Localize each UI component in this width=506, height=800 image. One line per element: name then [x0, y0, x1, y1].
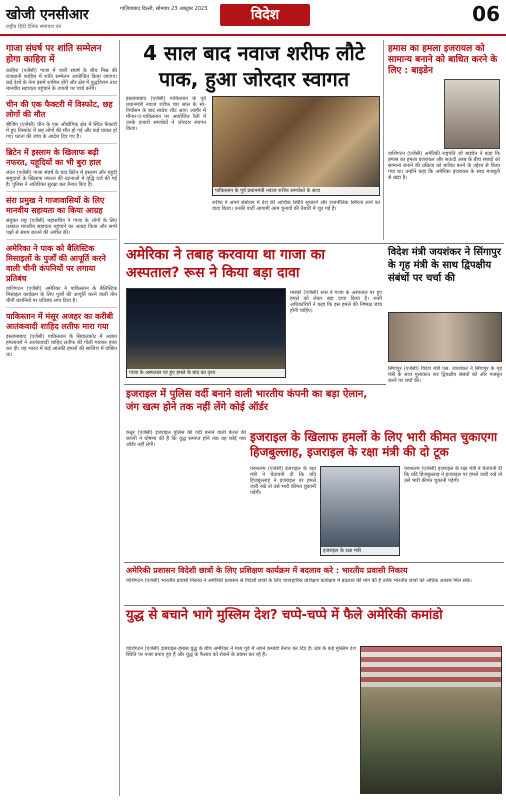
divider — [6, 95, 117, 96]
meeting-photo — [213, 97, 379, 195]
hezbollah-body-b: यरुशलम (एजेंसी) इजराइल के रक्षा मंत्री ने चेतावनी दी कि यदि हिजबुल्लाह ने इजराइल पर हमले जारी रखे तो उसे भारी कीमत चुकानी पड़ेगी। — [404, 466, 502, 484]
portrait-photo — [321, 467, 399, 555]
jaishankar-photo — [388, 312, 502, 362]
left-column — [4, 40, 120, 796]
divider — [6, 307, 117, 308]
hezbollah-headline[interactable]: इजराइल के खिलाफ हमलों के लिए भारी कीमत चुकाएगा हिजबुल्लाह, इजराइल के रक्षा मंत्री की दो टूक — [250, 430, 498, 459]
gaza-headline[interactable]: अमेरिका ने तबाह करवाया था गाजा का अस्पताल? रूस ने किया बड़ा दावा — [126, 247, 325, 281]
left-article-6 — [4, 312, 119, 358]
left-article-3 — [4, 148, 119, 188]
left-article-5 — [4, 244, 119, 304]
divider — [124, 605, 504, 606]
commando-body: वाशिंगटन (एजेंसी) इजराइल-हमास युद्ध के बीच अमेरिका ने मध्य पूर्व में अपने कमांडो तैनात कर दिए हैं। क्षेत्र के कई मुस्लिम देश स्थिति पर नजर बनाए हुए हैं और युद्ध के फैलाव को रोकने के प्रयास कर रहे हैं। — [126, 646, 356, 658]
article-body: काहिरा (एजेंसी) गाजा में जारी संघर्ष के बीच मिस्र की राजधानी काहिरा में शांति सम्मेलन आयोजित किया जाएगा। कई देशों के नेता इसमें शामिल होंगे और क्षेत्र में युद्धविराम तथा मानवीय सहायता पहुंचाने के उपायों पर चर्चा करेंगे। — [6, 68, 117, 92]
dateline: गाज़ियाबाद दिल्ली, सोमवार 23 अक्टूबर 2023 — [120, 6, 208, 12]
jaishankar-body: सिंगापुर (एजेंसी) विदेश मंत्री एस. जयशंकर ने सिंगापुर के गृह मंत्री के साथ मुलाकात कर द्विपक्षीय संबंधों को और मजबूत करने पर चर्चा की। — [388, 366, 502, 384]
hezbollah-body-a: यरुशलम (एजेंसी) इजराइल के रक्षा मंत्री ने चेतावनी दी कि यदि हिजबुल्लाह ने इजराइल पर हमले जारी रखे तो उसे भारी कीमत चुकानी पड़ेगी। — [250, 466, 316, 496]
article-body: लंदन (एजेंसी) गाजा संघर्ष के बाद ब्रिटेन में इस्लाम और यहूदी समुदायों के खिलाफ नफरत की घटनाओं में वृद्धि दर्ज की गई है। पुलिस ने अतिरिक्त सुरक्षा बल तैनात किए हैं। — [6, 170, 117, 188]
photo-caption: गाजा के अस्पताल पर हुए हमले के बाद का दृश्य — [127, 369, 285, 377]
article-body: बीजिंग (एजेंसी) चीन के एक औद्योगिक क्षेत्र में स्थित फैक्टरी में हुए विस्फोट में छह लोगों की मौत हो गई और कई घायल हो गए। घटना की जांच के आदेश दिए गए हैं। — [6, 122, 117, 140]
photo-caption: इजराइल के रक्षा मंत्री — [321, 547, 399, 555]
main-headline-line-1: 4 साल बाद नवाज शरीफ लौटे — [143, 41, 365, 65]
newspaper-header — [0, 0, 506, 36]
divider — [6, 191, 117, 192]
main-story-body-a: इस्लामाबाद (एजेंसी) पाकिस्तान के पूर्व प्रधानमंत्री नवाज शरीफ चार साल के स्व-निर्वासन के बाद स्वदेश लौट आए। लाहौर में मीनार-ए-पाकिस्तान पर आयोजित रैली में उनके हजारों समर्थकों ने जोरदार स्वागत किया। — [126, 96, 206, 132]
police-headline[interactable]: इजराइल में पुलिस वर्दी बनाने वाली भारतीय कंपनी का बड़ा ऐलान, जंग खत्म होने तक नहीं लेंगे कोई ऑर्डर — [126, 389, 368, 413]
article-headline[interactable]: ब्रिटेन में इस्लाम के खिलाफ बढ़ी नफरत, यहूदियों का भी बुरा हाल — [6, 148, 101, 167]
section-label: विदेश — [220, 4, 310, 26]
divider — [6, 143, 117, 144]
jaishankar-headline[interactable]: विदेश मंत्री जयशंकर ने सिंगापुर के गृह मंत्री के साथ द्विपक्षीय संबंधों पर चर्चा की — [388, 247, 501, 284]
article-headline[interactable]: संरा प्रमुख ने गाजावासियों के लिए मानवीय सहायता का किया आग्रह — [6, 196, 105, 215]
night-photo — [127, 289, 285, 377]
biden-body: वाशिंगटन (एजेंसी) अमेरिकी राष्ट्रपति जो बाइडेन ने कहा कि हमास का हमला इजरायल और सऊदी अरब के बीच संबंधों को सामान्य बनाने की प्रक्रिया को बाधित करने के उद्देश्य से किया गया था। उन्होंने कहा कि अमेरिका इजरायल के साथ मजबूती से खड़ा है। — [388, 151, 500, 181]
diaspora-body: वाशिंगटन (एजेंसी) भारतीय प्रवासी निकाय ने अमेरिकी प्रशासन से विदेशी छात्रों के लिए व्यावहारिक प्रशिक्षण कार्यक्रम में बदलाव की मांग की है ताकि भारतीय छात्रों को अधिक अवसर मिल सकें। — [126, 578, 472, 584]
main-story-body-b: शरीफ ने अपने संबोधन में देश की आर्थिक स्थिति सुधारने और राजनीतिक स्थिरता लाने का वादा किया। उनकी पार्टी आगामी आम चुनावों की तैयारी में जुट गई है। — [212, 200, 380, 212]
masthead — [6, 4, 89, 30]
left-article-2 — [4, 100, 119, 140]
article-headline[interactable]: गाजा संघर्ष पर शांति सम्मेलन होगा काहिरा में — [6, 44, 102, 65]
article-headline[interactable]: चीन की एक फैक्टरी में विस्फोट, छह लोगों की मौत — [6, 100, 113, 119]
divider — [124, 562, 504, 563]
main-headline[interactable] — [126, 40, 382, 92]
article-body: संयुक्त राष्ट्र (एजेंसी) महासचिव ने गाजा के लोगों के लिए तत्काल मानवीय सहायता पहुंचाने का आग्रह किया और सभी पक्षों से संयम बरतने की अपील की। — [6, 218, 117, 236]
divider — [124, 384, 386, 385]
gaza-photo — [126, 288, 286, 378]
divider — [6, 239, 117, 240]
portrait-photo — [444, 79, 500, 149]
commando-headline[interactable]: युद्ध से बचाने भागे मुस्लिम देश? चप्पे-चप्पे में फैले अमेरिकी कमांडो — [126, 608, 443, 623]
masthead-name: खोजी एनसीआर — [6, 6, 89, 23]
gaza-body: मास्को (एजेंसी) रूस ने गाजा के अस्पताल पर हुए हमले को लेकर बड़ा दावा किया है। रूसी अधिकारियों ने कहा कि इस हमले की निष्पक्ष जांच होनी चाहिए। — [290, 290, 382, 314]
photo-caption: पाकिस्तान के पूर्व प्रधानमंत्री नवाज शरीफ समर्थकों के साथ — [213, 187, 379, 195]
article-body: इस्लामाबाद (एजेंसी) पाकिस्तान के सियालकोट में अज्ञात हमलावरों ने आतंकवादी शाहिद लतीफ की गोली मारकर हत्या कर दी। वह भारत में कई आतंकी हमलों की साजिश में वांछित था। — [6, 334, 117, 358]
divider — [124, 243, 504, 244]
commando-photo — [360, 646, 502, 794]
police-body: कन्नूर (एजेंसी) इजराइल पुलिस की वर्दी बनाने वाली केरल की कंपनी ने घोषणा की है कि युद्ध समाप्त होने तक वह कोई नया ऑर्डर नहीं लेगी। — [126, 430, 246, 448]
left-article-1 — [4, 44, 119, 92]
flag-shape — [361, 647, 501, 687]
left-article-4 — [4, 196, 119, 236]
main-story-photo — [212, 96, 380, 196]
article-headline[interactable]: अमेरिका ने पाक को बैलिस्टिक मिसाइलों के पुर्जों की आपूर्ति करने वाली चीनी कंपनियों पर लगाया प्रतिबंध — [6, 244, 106, 283]
masthead-tagline: राष्ट्रीय हिंदी दैनिक समाचार पत्र — [6, 23, 62, 30]
diaspora-headline[interactable]: अमेरिकी प्रशासन विदेशी छात्रों के लिए प्रशिक्षण कार्यक्रम में बदलाव करे : भारतीय प्रवासी निकाय — [126, 566, 408, 575]
article-headline[interactable]: पाकिस्तान में मंसूर अजहर का करीबी आतंकवादी शाहिद लतीफ मारा गया — [6, 312, 114, 331]
hezbollah-photo — [320, 466, 400, 556]
main-headline-line-2: पाक, हुआ जोरदार स्वागत — [158, 67, 350, 91]
biden-headline[interactable]: हमास का हमला इजरायल को सामान्य बनाने को बाधित करने के लिए : बाइडेन — [388, 44, 498, 76]
divider — [383, 40, 384, 240]
meeting-photo — [389, 313, 501, 361]
article-body: वाशिंगटन (एजेंसी) अमेरिका ने पाकिस्तान के बैलिस्टिक मिसाइल कार्यक्रम के लिए पुर्जों की आपूर्ति करने वाली तीन चीनी कंपनियों पर प्रतिबंध लगा दिया है। — [6, 286, 117, 304]
page-number: 06 — [472, 2, 500, 26]
biden-photo — [388, 79, 500, 149]
